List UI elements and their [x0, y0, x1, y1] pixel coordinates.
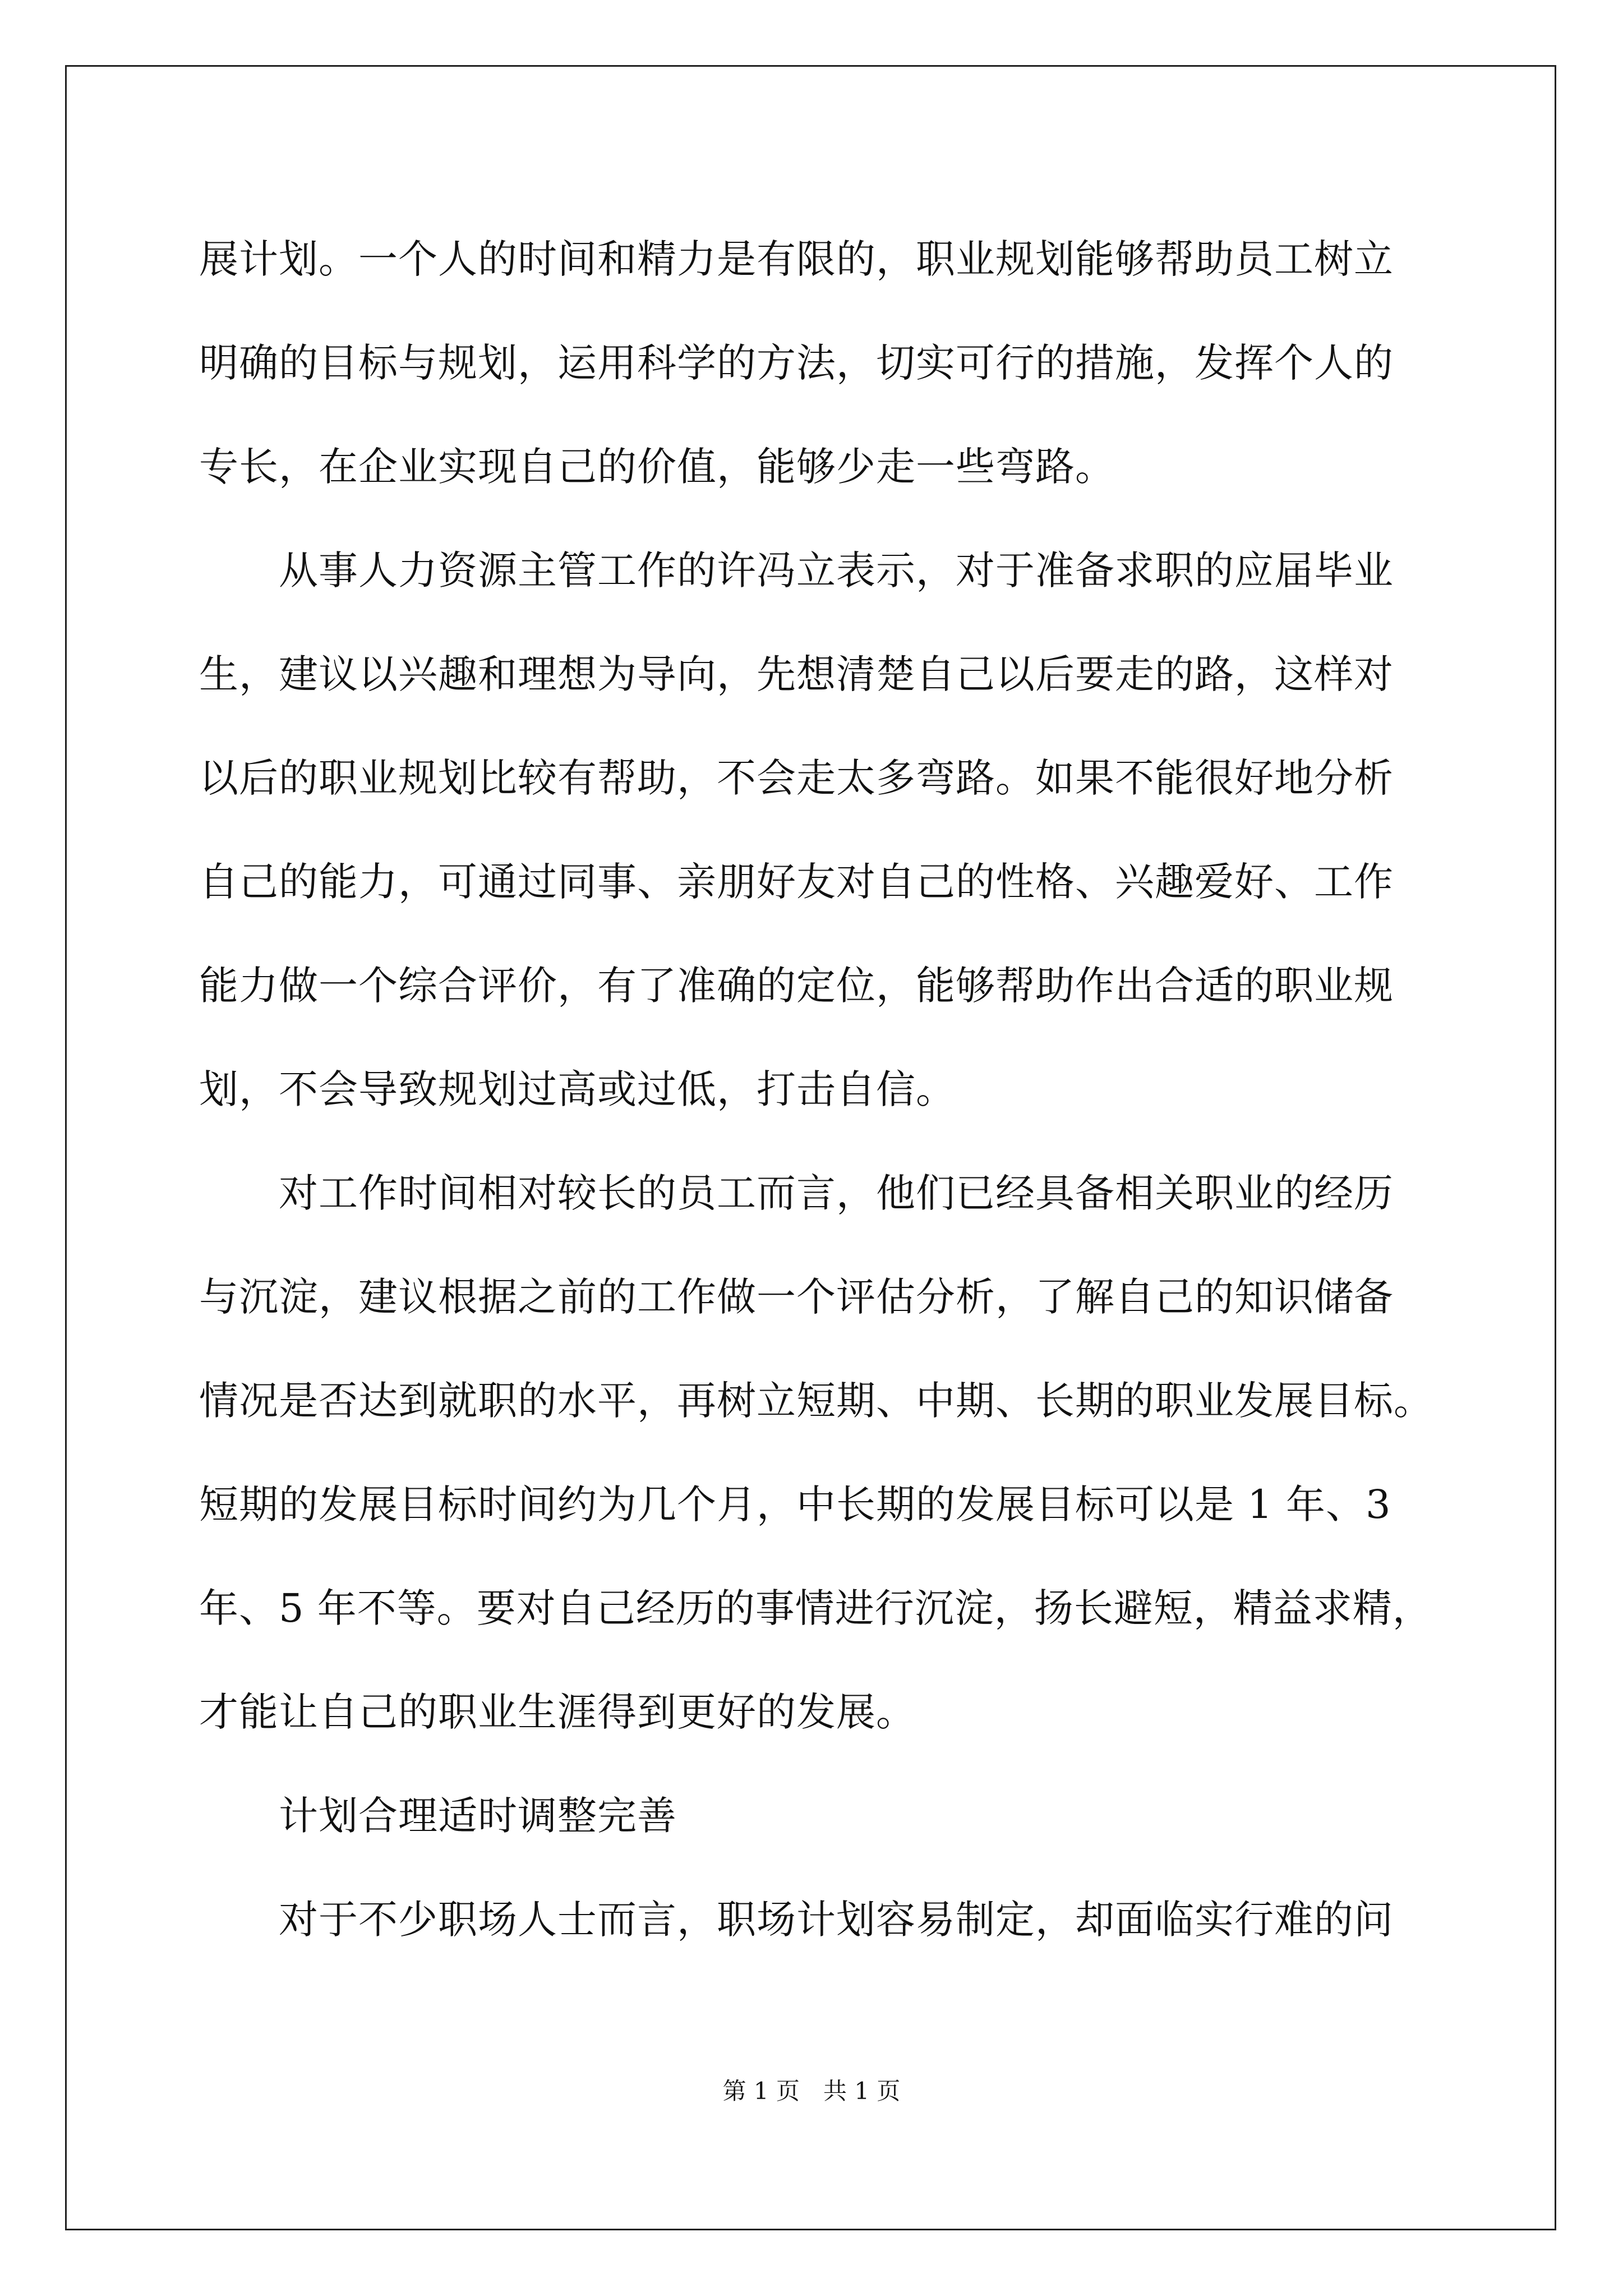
- text-line: 能力做一个综合评价，有了准确的定位，能够帮助作出合适的职业规: [199, 963, 1394, 1009]
- text-line: 生，建议以兴趣和理想为导向，先想清楚自己以后要走的路，这样对: [199, 651, 1394, 697]
- text-line: 对工作时间相对较长的员工而言，他们已经具备相关职业的经历: [199, 1170, 1394, 1216]
- document-body: [199, 208, 1433, 1972]
- text-line: 与沉淀，建议根据之前的工作做一个评估分析，了解自己的知识储备: [199, 1274, 1394, 1320]
- text-line: 展计划。一个人的时间和精力是有限的，职业规划能够帮助员工树立: [199, 236, 1394, 282]
- text-line: 年、5 年不等。要对自己经历的事情进行沉淀，扬长避短，精益求精，: [199, 1585, 1432, 1631]
- text-line: 明确的目标与规划，运用科学的方法，切实可行的措施，发挥个人的: [199, 340, 1394, 386]
- page-number: 第 1 页 共 1 页: [722, 2077, 901, 2105]
- text-line: 专长，在企业实现自己的价值，能够少走一些弯路。: [199, 444, 1115, 490]
- section-heading: 计划合理适时调整完善: [199, 1793, 677, 1839]
- text-line: 才能让自己的职业生涯得到更好的发展。: [199, 1689, 916, 1735]
- text-line: 自己的能力，可通过同事、亲朋好友对自己的性格、兴趣爱好、工作: [199, 859, 1394, 905]
- text-line: 划，不会导致规划过高或过低，打击自信。: [199, 1066, 956, 1112]
- text-line: 短期的发展目标时间约为几个月，中长期的发展目标可以是 1 年、3: [199, 1481, 1391, 1527]
- page-footer: [0, 2074, 1623, 2108]
- text-line: 对于不少职场人士而言，职场计划容易制定，却面临实行难的问: [199, 1897, 1394, 1943]
- text-line: 情况是否达到就职的水平，再树立短期、中期、长期的职业发展目标。: [199, 1378, 1433, 1424]
- text-line: 从事人力资源主管工作的许冯立表示，对于准备求职的应届毕业: [199, 547, 1394, 593]
- text-line: 以后的职业规划比较有帮助，不会走太多弯路。如果不能很好地分析: [199, 755, 1394, 801]
